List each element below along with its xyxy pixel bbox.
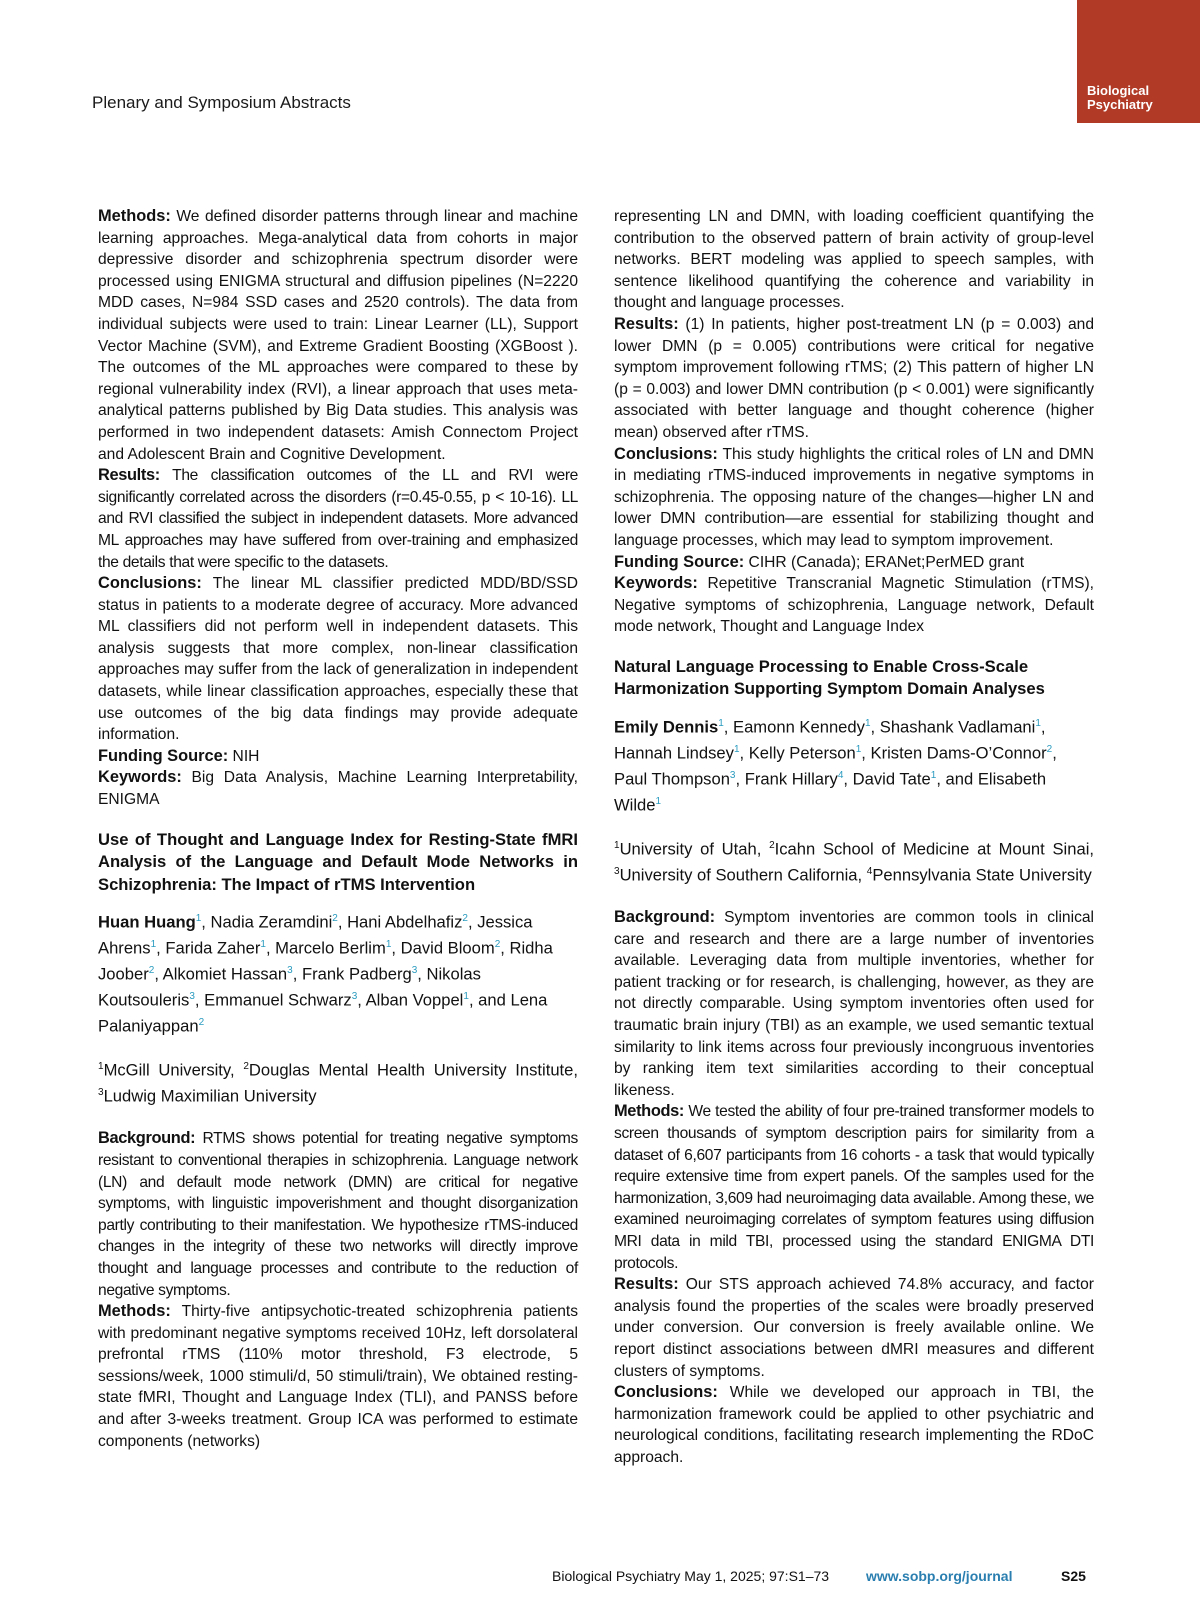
author-name: Jessica Ahrens (98, 912, 533, 958)
author-name: Nikolas Koutsouleris (98, 964, 481, 1010)
conclusions-paragraph: Conclusions: While we developed our approach in TBI, the harmonization framework could be applied to other psychiatric and neurological conditions, facilitating research implementing the RDoC approach. (614, 1383, 1094, 1466)
author-affiliation-marker: 3 (411, 965, 418, 977)
author-affiliation-marker: 2 (1046, 743, 1053, 755)
affiliations (98, 1056, 578, 1108)
author-affiliation-marker: 1 (855, 743, 862, 755)
methods-continued-paragraph: representing LN and DMN, with loading coefficient quantifying the contribution to the observed pattern of brain activity of group-level networks. BERT modeling was applied to speech samples, with sentence likelihood quantifying the coherence and variability in thought and language processes. (614, 208, 1094, 312)
background-paragraph: Background: Symptom inventories are common tools in clinical care and research and there are a large number of inventories available. Leveraging data from multiple inventories, whether for patient tracking or for research, is challenging, however, as they are not directly comparable. Using symptom inventories often used for traumatic brain injury (TBI) as an example, we used semantic textual similarity to link items across four previously incongruous inventories by ranking item text similarities according to their conceptual likeness. (614, 908, 1094, 1099)
author-name: Hannah Lindsey (614, 743, 734, 763)
author-affiliation-marker: 2 (198, 1017, 205, 1029)
abstract-title: Natural Language Processing to Enable Cross-Scale Harmonization Supporting Symptom Domain Analyses (614, 656, 1045, 699)
author-affiliation-marker: 1 (718, 717, 724, 729)
author-affiliation-marker: 1 (463, 991, 469, 1003)
author-affiliation-marker: 3 (351, 991, 358, 1003)
affiliation-marker: 3 (614, 866, 620, 878)
author-list: Emily Dennis$^1$, Eamonn Kennedy$^1$, Shashank Vadlamani$^1$, Hannah Lindsey$^1$, Kelly Peterson$^1$, Kristen Dams-O’Connor$^2$, Paul Thompson$^3$, Frank Hillary$^4$, David Tate$^1$, and Elisabeth Wilde$^1$ (614, 717, 1057, 815)
background-paragraph: Background: RTMS shows potential for treating negative symptoms resistant to conventional therapies in schizophrenia. Language network (LN) and default mode network (DMN) are critical for negative symptoms, with linguistic impoverishment and thought disorganization partly contributing to their manifestation. We hypothesize rTMS-induced changes in the integrity of these two networks will directly improve thought and language processes and contribute to the reduction of negative symptoms. (98, 1129, 578, 1299)
author-name: Huan Huang (98, 912, 196, 932)
author-name: Paul Thompson (614, 769, 730, 789)
author-affiliation-marker: 1 (150, 939, 157, 951)
brand-line1: Biological (1087, 83, 1150, 98)
funding-paragraph: Funding Source: CIHR (Canada); ERANet;PerMED grant (614, 552, 1025, 571)
affiliation-name: McGill University, (103, 1060, 244, 1080)
author-affiliation-marker: 1 (260, 939, 266, 951)
affiliation-marker: 2 (243, 1061, 249, 1073)
affiliation-marker: 3 (98, 1087, 104, 1099)
author-affiliation-marker: 3 (729, 769, 736, 781)
footer-citation: Biological Psychiatry May 1, 2025; 97:S1–73 (552, 1568, 830, 1584)
author-affiliation-marker: 2 (494, 939, 501, 951)
author-name: Hani Abdelhafiz (347, 912, 463, 932)
author-name: Kristen Dams-O’Connor (870, 743, 1047, 763)
author-affiliation-marker: 2 (148, 965, 155, 977)
author-name: Frank Padberg (301, 964, 412, 984)
author-affiliation-marker: 1 (195, 913, 202, 925)
author-affiliation-marker: 4 (837, 769, 844, 781)
author-affiliation-marker: 2 (462, 913, 468, 925)
keywords-paragraph: Keywords: Big Data Analysis, Machine Learning Interpretability, ENIGMA (98, 768, 578, 809)
conclusions-paragraph: Conclusions: The linear ML classifier predicted MDD/BD/SSD status in patients to a moderate degree of accuracy. More advanced ML classifiers did not perform well in independent datasets. This analysis suggests that more complex, non-linear classification approaches may suffer from the lack of generalization in independent datasets, while linear classification approaches, especially these that use outcomes of the big data findings may provide adequate information. (98, 574, 578, 744)
funding-paragraph: Funding Source: NIH (98, 746, 260, 765)
methods-paragraph: Methods: We defined disorder patterns through linear and machine learning approaches. Mega-analytical data from cohorts in major depressive disorder and schizophrenia spectrum disorder were processed using ENIGMA structural and diffusion pipelines (N=2220 MDD cases, N=984 SSD cases and 2520 controls). The data from individual subjects were used to train: Linear Learner (LL), Support Vector Machine (SVM), and Extreme Gradient Boosting (XGBoost ). The outcomes of the ML approaches were compared to these by regional vulnerability index (RVI), a linear approach that uses meta-analytical patterns published by Big Data studies. This analysis was performed in two independent datasets: Amish Connectom Project and Adolescent Brain and Cognitive Development. (98, 207, 578, 463)
affiliations (614, 835, 1094, 887)
author-name: Marcelo Berlim (275, 938, 386, 958)
results-paragraph: Results: (1) In patients, higher post-treatment LN (p = 0.003) and lower DMN (p = 0.005) contributions were critical for negative symptom improvement following rTMS; (2) This pattern of higher LN (p = 0.003) and lower DMN contribution (p < 0.001) were significantly associated with better language and thought coherence (higher mean) observed after rTMS. (614, 314, 1094, 441)
author-list: Huan Huang$^1$, Nadia Zeramdini$^2$, Hani Abdelhafiz$^2$, Jessica Ahrens$^1$, Farida Zaher$^1$, Marcelo Berlim$^1$, David Bloom$^2$, Ridha Joober$^2$, Alkomiet Hassan$^3$, Frank Padberg$^3$, Nikolas Koutsouleris$^3$, Emmanuel Schwarz$^3$, Alban Voppel$^1$, and Lena Palaniyappan$^2$ (98, 912, 553, 1036)
results-paragraph: Results: Our STS approach achieved 74.8% accuracy, and factor analysis found the properties of the scales were broadly preserved under conversion. Our conversion is freely available online. We report distinct associations between dMRI measures and different clusters of symptoms. (614, 1275, 1094, 1380)
affiliation-name: Douglas Mental Health University Institute, (248, 1060, 579, 1080)
affiliation-name: Pennsylvania State University (872, 865, 1092, 885)
author-affiliation-marker: 1 (930, 769, 937, 781)
author-affiliation-marker: 1 (733, 743, 740, 755)
affiliation-marker: 1 (98, 1061, 104, 1073)
methods-paragraph: Methods: Thirty-five antipsychotic-treated schizophrenia patients with predominant negative symptoms received 10Hz, left dorsolateral prefrontal rTMS (110% motor threshold, F3 electrode, 5 sessions/week, 1000 stimuli/d, 50 stimuli/train), We obtained resting-state fMRI, Thought and Language Index (TLI), and PANSS before and after 3-weeks treatment. Group ICA was performed to estimate components (networks) (98, 1302, 578, 1450)
author-name: Emily Dennis (614, 717, 719, 737)
author-name: Ridha Joober (98, 938, 553, 984)
keywords-paragraph: Keywords: Repetitive Transcranial Magnetic Stimulation (rTMS), Negative symptoms of schizophrenia, Language network, Default mode network, Thought and Language Index (614, 574, 1094, 636)
page-number: S25 (1061, 1568, 1086, 1584)
abstract-title: Use of Thought and Language Index for Resting-State fMRI Analysis of the Language and Default Mode Networks in Schizophrenia: The Impact of rTMS Intervention (98, 829, 578, 894)
author-affiliation-marker: 1 (1035, 717, 1041, 729)
author-name: Farida Zaher (165, 938, 261, 958)
author-affiliation-marker: 1 (385, 939, 392, 951)
author-name: David Bloom (400, 938, 495, 958)
author-name: Emmanuel Schwarz (204, 990, 352, 1010)
author-name: Eamonn Kennedy (733, 717, 865, 737)
methods-paragraph: Methods: We tested the ability of four pre-trained transformer models to screen thousands of symptom description pairs for similarity from a dataset of 6,607 participants from 16 cohorts - a task that would typically require extensive time from expert panels. Of the samples used for the harmonization, 3,609 had neuroimaging data available. Among these, we examined neuroimaging correlates of symptom features using diffusion MRI data in mild TBI, processed using the standard ENIGMA DTI protocols. (614, 1102, 1094, 1272)
running-header: Plenary and Symposium Abstracts (92, 93, 351, 112)
author-name: Lena Palaniyappan (98, 990, 548, 1036)
left-column (98, 206, 578, 1452)
affiliation-name: University of Utah, (619, 839, 770, 859)
author-name: Kelly Peterson (748, 743, 856, 763)
affiliation-name: University of Southern California, (619, 865, 867, 885)
results-paragraph: Results: The classification outcomes of the LL and RVI were significantly correlated across the disorders (r=0.45-0.55, p < 10-16). LL and RVI classified the subject in independent datasets. More advanced ML approaches may have suffered from over-training and emphasized the details that were specific to the datasets. (98, 466, 578, 571)
author-affiliation-marker: 1 (864, 717, 871, 729)
journal-link[interactable]: www.sobp.org/journal (866, 1568, 1013, 1584)
affiliation-marker: 2 (769, 840, 775, 851)
affiliation-marker: 1 (614, 840, 620, 851)
author-name: Alban Voppel (365, 990, 464, 1010)
author-name: David Tate (852, 769, 931, 789)
journal-brand-logo (1077, 0, 1200, 123)
author-name: Alkomiet Hassan (162, 964, 288, 984)
brand-line2: Psychiatry (1087, 97, 1153, 112)
right-column (614, 206, 1094, 1469)
affiliation-name: Ludwig Maximilian University (103, 1086, 317, 1106)
author-name: Nadia Zeramdini (210, 912, 333, 932)
author-affiliation-marker: 1 (655, 795, 662, 807)
author-affiliation-marker: 3 (189, 991, 195, 1003)
author-affiliation-marker: 2 (332, 913, 338, 925)
author-name: Elisabeth Wilde (614, 769, 1047, 815)
affiliation-name: Icahn School of Medicine at Mount Sinai, (774, 839, 1094, 859)
author-affiliation-marker: 3 (287, 965, 293, 977)
author-name: Shashank Vadlamani (879, 717, 1036, 737)
affiliation-marker: 4 (866, 866, 873, 878)
conclusions-paragraph: Conclusions: This study highlights the critical roles of LN and DMN in mediating rTMS-induced improvements in negative symptoms in schizophrenia. The opposing nature of the changes—higher LN and lower DMN contribution—are essential for stabilizing thought and language processes, which may lead to symptom improvement. (614, 444, 1094, 549)
author-name: Frank Hillary (744, 769, 838, 789)
